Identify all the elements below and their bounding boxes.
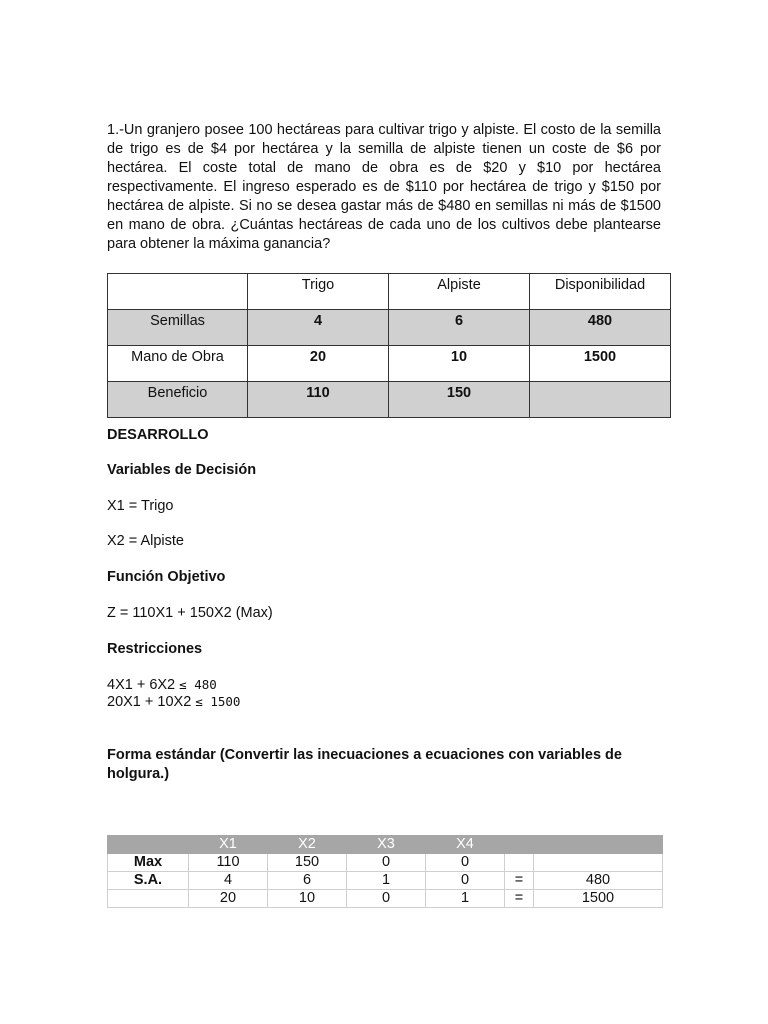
table-cell [530,382,671,418]
constraint-1-rhs: ≤ 480 [179,677,217,692]
variable-x2: X2 = Alpiste [107,533,184,549]
table-cell: 6 [389,310,530,346]
table-cell [534,854,663,872]
constraint-2-lhs: 20X1 + 10X2 [107,694,196,710]
table-cell: 4 [189,872,268,890]
constraint-2-rhs: ≤ 1500 [195,694,241,709]
table-cell: S.A. [108,872,189,890]
table-cell: 6 [268,872,347,890]
table-cell: 480 [530,310,671,346]
objective-function: Z = 110X1 + 150X2 (Max) [107,605,273,621]
problem-statement: 1.-Un granjero posee 100 hectáreas para cultivar trigo y alpiste. El costo de la semilla de trigo es de $4 por hectárea y la semilla de alpiste tienen un coste de $6 por hectárea. El coste total de mano de obra es de $20 y $10 por hectárea respectivamente. El ingreso esperado es de $110 por hectárea de trigo y $150 por hectárea de alpiste. Si no se desea gastar más de $480 en semillas ni más de $1500 en mano de obra. ¿Cuántas hectáreas de cada uno de los cultivos debe plantearse para obtener la máxima ganancia? [107,122,661,252]
table-row [108,890,663,908]
table-cell: = [505,890,534,908]
constraint-1-lhs: 4X1 + 6X2 [107,677,180,693]
table-cell: X2 [268,836,347,854]
table-cell: 10 [389,346,530,382]
table-cell: 20 [248,346,389,382]
table-cell: 1500 [534,890,663,908]
table-cell: 1 [347,872,426,890]
table-row [108,382,671,418]
constraint-2 [107,692,240,712]
table-cell: Semillas [108,310,248,346]
table-row [108,310,671,346]
table-cell: 0 [347,890,426,908]
data-table [107,273,671,418]
table-cell: = [505,872,534,890]
section-heading-variables: Variables de Decisión [107,462,257,478]
table-row [108,346,671,382]
table-cell: X1 [189,836,268,854]
table-cell [108,274,248,310]
table-cell [534,836,663,854]
section-heading-standard-form: Forma estándar (Convertir las inecuaciones a ecuaciones con variables de holgura.) [107,747,622,782]
table-cell: 110 [248,382,389,418]
table-cell: 10 [268,890,347,908]
table-cell: 150 [389,382,530,418]
table-row [108,872,663,890]
table-cell: 20 [189,890,268,908]
table-cell: Max [108,854,189,872]
section-heading-desarrollo: DESARROLLO [107,427,209,443]
table-cell [505,836,534,854]
table-cell [108,836,189,854]
table-header-row [108,274,671,310]
table-cell: Mano de Obra [108,346,248,382]
variable-x1: X1 = Trigo [107,498,174,514]
table-cell: 110 [189,854,268,872]
section-heading-constraints: Restricciones [107,641,203,657]
table-cell: Alpiste [389,274,530,310]
table-header-row [108,836,663,854]
table-cell: 480 [534,872,663,890]
table-cell [108,890,189,908]
table-cell: 1 [426,890,505,908]
table-row [108,854,663,872]
table-cell: Beneficio [108,382,248,418]
table-cell: Trigo [248,274,389,310]
table-cell: Disponibilidad [530,274,671,310]
table-cell: X4 [426,836,505,854]
table-cell: 0 [347,854,426,872]
table-cell: 1500 [530,346,671,382]
table-cell: 4 [248,310,389,346]
table-cell: 150 [268,854,347,872]
table-cell: 0 [426,854,505,872]
section-heading-objective: Función Objetivo [107,569,226,585]
table-cell: X3 [347,836,426,854]
standard-form-table [107,835,663,908]
table-cell [505,854,534,872]
table-cell: 0 [426,872,505,890]
